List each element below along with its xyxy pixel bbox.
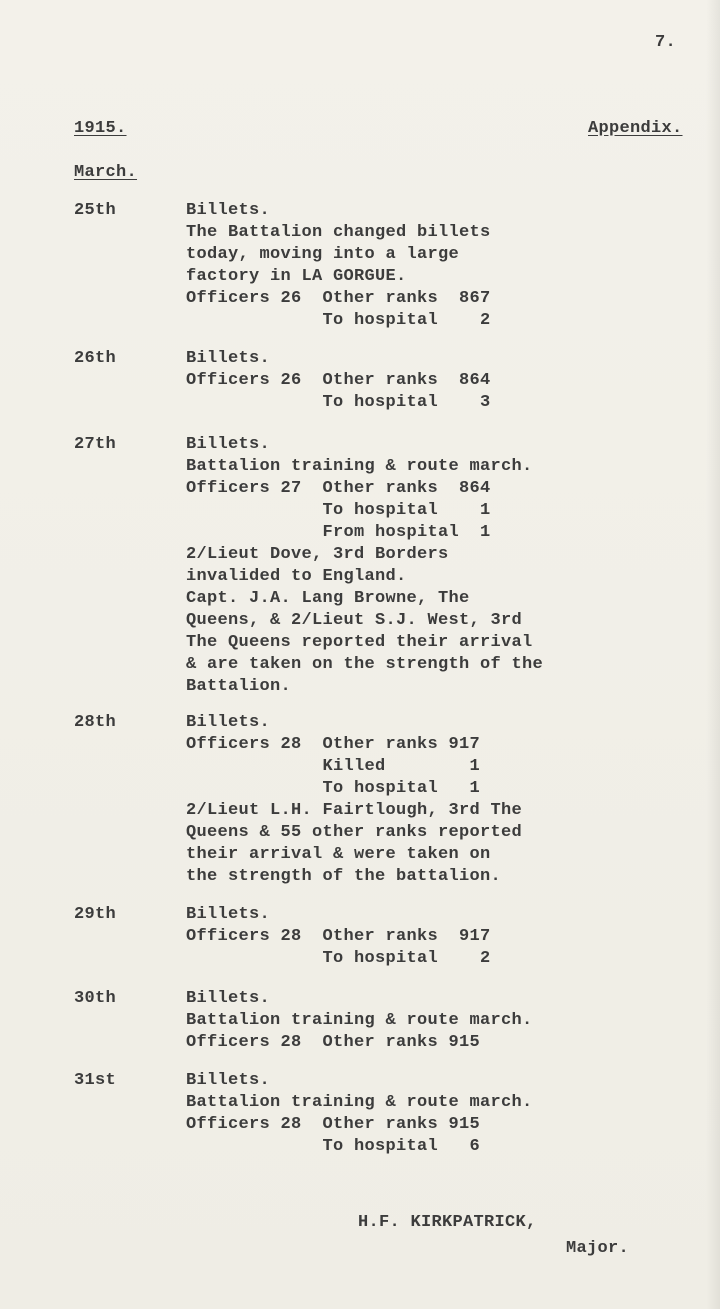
page-number: 7. [655,33,677,52]
entry-line: factory in LA GORGUE. [186,267,407,286]
entry-line: To hospital 3 [186,393,491,412]
entry-date: 25th [74,201,117,220]
entry-date: 29th [74,905,117,924]
entry-line: To hospital 1 [186,501,491,520]
year-heading: 1915. [74,119,127,138]
entry-line: Officers 28 Other ranks 917 [186,927,491,946]
entry-date: 28th [74,713,117,732]
entry-line: To hospital 6 [186,1137,481,1156]
entry-line: Billets. [186,435,271,454]
entry-line: From hospital 1 [186,523,491,542]
entry-date: 26th [74,349,117,368]
page-edge-shadow [706,0,720,1309]
entry-line: Billets. [186,905,271,924]
entry-line: the strength of the battalion. [186,867,502,886]
entry-30th [186,988,533,1054]
entry-25th [186,200,491,332]
entry-26th [186,348,491,414]
entry-line: Killed 1 [186,757,481,776]
entry-line: To hospital 1 [186,779,481,798]
entry-line: The Queens reported their arrival [186,633,533,652]
entry-line: To hospital 2 [186,949,491,968]
entry-date: 31st [74,1071,117,1090]
month-heading: March. [74,163,138,182]
entry-line: Battalion training & route march. [186,1093,533,1112]
entry-line: Officers 27 Other ranks 864 [186,479,491,498]
entry-line: Billets. [186,1071,271,1090]
entry-line: today, moving into a large [186,245,460,264]
entry-28th [186,712,522,888]
entry-line: invalided to England. [186,567,407,586]
entry-date: 30th [74,989,117,1008]
entry-line: Capt. J.A. Lang Browne, The [186,589,470,608]
signature-rank: Major. [566,1239,630,1258]
entry-line: Officers 26 Other ranks 867 [186,289,491,308]
entry-line: Officers 26 Other ranks 864 [186,371,491,390]
entry-line: Officers 28 Other ranks 915 [186,1033,481,1052]
entry-27th [186,434,543,698]
entry-line: 2/Lieut Dove, 3rd Borders [186,545,449,564]
entry-line: Battalion training & route march. [186,1011,533,1030]
entry-line: Billets. [186,713,271,732]
entry-line: Billets. [186,201,271,220]
entry-line: Queens & 55 other ranks reported [186,823,523,842]
entry-line: Battalion training & route march. [186,457,533,476]
entry-line: their arrival & were taken on [186,845,491,864]
entry-date: 27th [74,435,117,454]
entry-line: Billets. [186,989,271,1008]
signature-name: H.F. KIRKPATRICK, [358,1213,537,1232]
entry-31st [186,1070,533,1158]
entry-29th [186,904,491,970]
entry-line: Billets. [186,349,271,368]
appendix-heading: Appendix. [588,119,683,138]
entry-line: Officers 28 Other ranks 915 [186,1115,481,1134]
entry-line: 2/Lieut L.H. Fairtlough, 3rd The [186,801,523,820]
entry-line: Battalion. [186,677,292,696]
entry-line: The Battalion changed billets [186,223,491,242]
entry-line: To hospital 2 [186,311,491,330]
entry-line: Officers 28 Other ranks 917 [186,735,481,754]
entry-line: & are taken on the strength of the [186,655,544,674]
entry-line: Queens, & 2/Lieut S.J. West, 3rd [186,611,523,630]
